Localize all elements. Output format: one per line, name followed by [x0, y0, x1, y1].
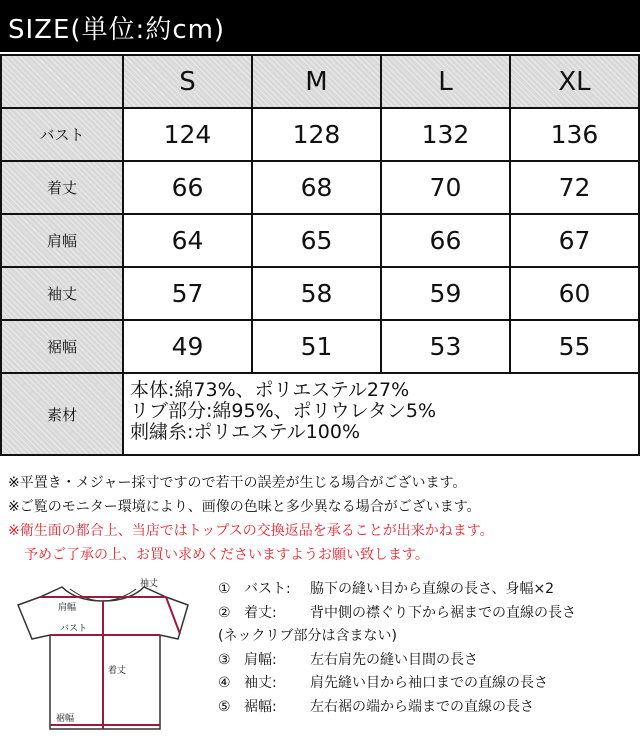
table-cell: 132 [381, 108, 510, 161]
size-s: S [123, 55, 252, 108]
table-cell: 49 [123, 320, 252, 373]
legend-term: 肩幅: [244, 651, 277, 668]
table-cell: 51 [252, 320, 381, 373]
legend-num: ③ [218, 651, 231, 668]
legend-desc: 肩先縫い目から袖口までの直線の長さ [310, 675, 548, 692]
table-cell: 53 [381, 320, 510, 373]
neckline [70, 589, 136, 601]
tshirt-diagram [10, 577, 190, 733]
size-table [0, 54, 640, 456]
measurement-legend [218, 578, 638, 720]
legend-num: ① [218, 581, 231, 597]
table-cell: 124 [123, 108, 252, 161]
note-monitor: ※ご覧のモニター環境により、画像の色味と多少異なる場合がございます。 [8, 499, 481, 515]
legend-term: バスト: [244, 581, 291, 597]
table-row-shoulder [1, 214, 639, 267]
legend-item [218, 649, 638, 673]
corner-cell [1, 55, 123, 108]
legend-num: ② [218, 604, 231, 621]
row-label-material: 素材 [1, 373, 123, 455]
label-hem: 裾幅 [56, 714, 75, 724]
material-line: 刺繍糸:ポリエステル100% [130, 421, 361, 443]
table-row-material [1, 373, 639, 455]
material-line: 本体:綿73%、ポリエステル27% [130, 379, 410, 401]
size-header [0, 0, 640, 52]
row-label-shoulder: 肩幅 [1, 214, 123, 267]
table-cell: 136 [510, 108, 639, 161]
table-row-bust [1, 108, 639, 161]
legend-num: ⑤ [218, 698, 231, 715]
table-cell: 65 [252, 214, 381, 267]
legend-term: 着丈: [244, 604, 277, 621]
table-cell: 58 [252, 267, 381, 320]
legend-item [218, 625, 638, 649]
material-cell [123, 373, 639, 455]
size-header-row [1, 55, 639, 108]
table-cell: 68 [252, 161, 381, 214]
table-cell: 64 [123, 214, 252, 267]
material-line: リブ部分:綿95%、ポリウレタン5% [130, 400, 437, 422]
table-row-sleeve [1, 267, 639, 320]
table-row-length [1, 161, 639, 214]
legend-item [218, 578, 638, 602]
table-cell: 55 [510, 320, 639, 373]
size-xl: XL [510, 55, 639, 108]
legend-desc: 脇下の縫い目から直線の長さ、身幅×2 [310, 581, 555, 597]
size-m: M [252, 55, 381, 108]
row-label-bust: バスト [1, 108, 123, 161]
row-label-length: 着丈 [1, 161, 123, 214]
table-cell: 57 [123, 267, 252, 320]
legend-term: 裾幅: [244, 698, 277, 715]
legend-item [218, 696, 638, 720]
table-cell: 70 [381, 161, 510, 214]
header-title: SIZE(単位:約cm) [8, 15, 226, 45]
label-bust: バスト [60, 624, 88, 634]
legend-num: ④ [218, 675, 231, 692]
table-cell: 60 [510, 267, 639, 320]
label-length: 着丈 [108, 666, 127, 676]
table-cell: 128 [252, 108, 381, 161]
note-acknowledge: 予めご了承の上、お買い求めくださいますようお願い致します。 [24, 547, 429, 563]
legend-item [218, 602, 638, 626]
table-cell: 66 [381, 214, 510, 267]
note-no-returns: ※衛生面の都合上、当店ではトップスの交換返品を承ることが出来かねます。 [8, 523, 494, 539]
notes [8, 471, 628, 567]
label-sleeve: 袖丈 [140, 579, 159, 589]
row-label-hem: 裾幅 [1, 320, 123, 373]
label-shoulder: 肩幅 [58, 603, 77, 613]
size-l: L [381, 55, 510, 108]
legend-desc: 左右肩先の縫い目間の長さ [310, 651, 478, 668]
legend-item [218, 672, 638, 696]
table-cell: 67 [510, 214, 639, 267]
legend-term: 袖丈: [244, 675, 277, 692]
legend-desc: 左右裾の端から端までの直線の長さ [310, 698, 534, 715]
table-row-hem [1, 320, 639, 373]
legend-desc: (ネックリブ部分は含まない) [218, 628, 397, 645]
table-cell: 72 [510, 161, 639, 214]
table-cell: 59 [381, 267, 510, 320]
row-label-sleeve: 袖丈 [1, 267, 123, 320]
sleeve-measure-line [166, 597, 180, 634]
legend-desc: 背中側の襟ぐり下から裾までの直線の長さ [310, 604, 576, 621]
note-measurement: ※平置き・メジャー採寸ですので若干の誤差が生じる場合がございます。 [8, 475, 467, 491]
table-cell: 66 [123, 161, 252, 214]
